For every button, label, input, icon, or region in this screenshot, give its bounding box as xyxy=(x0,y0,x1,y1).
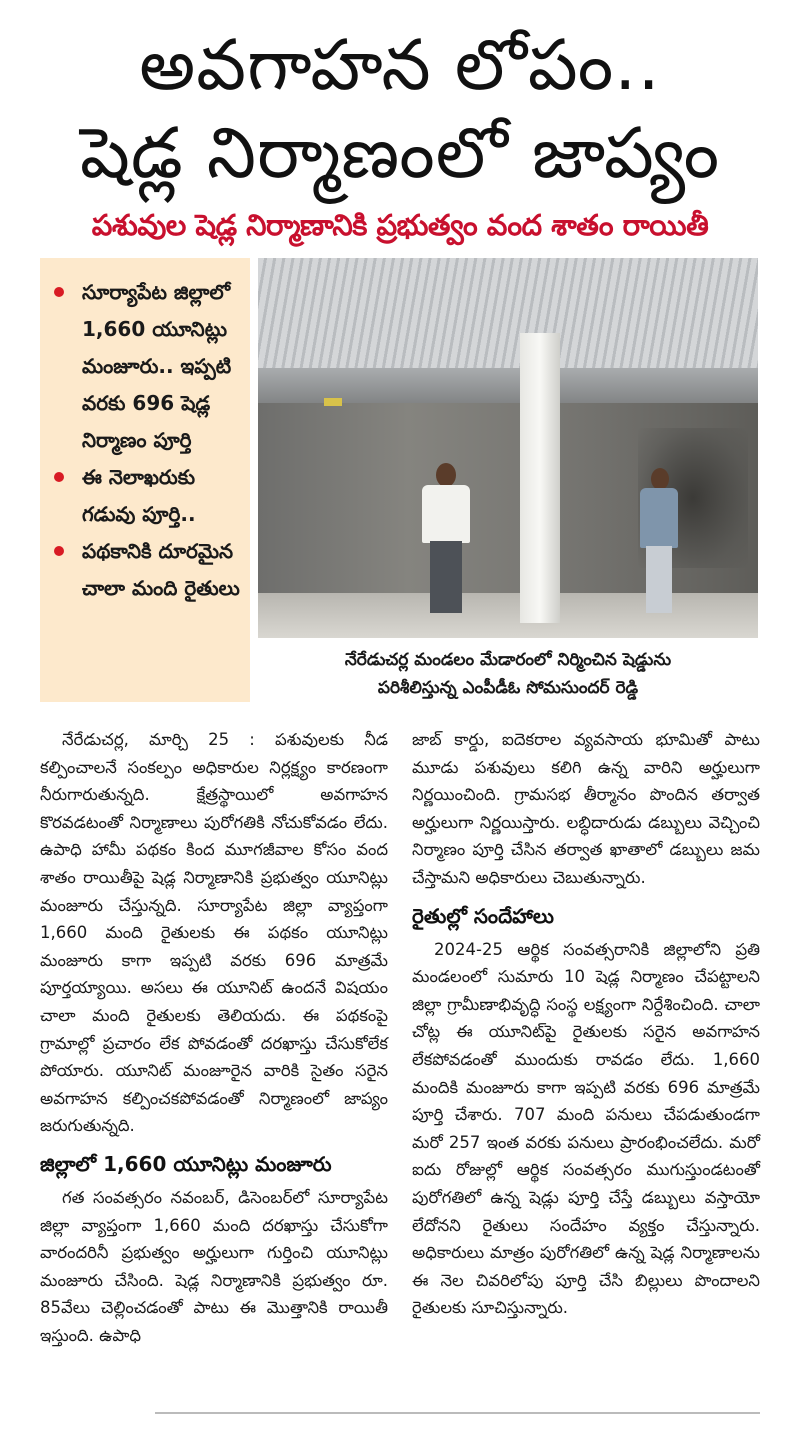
headline-line-1: అవగాహన లోపం.. xyxy=(139,24,661,106)
article-paragraph: 2024-25 ఆర్థిక సంవత్సరానికి జిల్లాలోని ప్రతి మండలంలో సుమారు 10 షెడ్ల నిర్మాణం చేపట్టాలని జిల్లా గ్రామీణాభివృద్ధి సంస్థ లక్ష్యంగా నిర్దేశించింది. చాలా చోట్ల ఈ యూనిట్‌పై రైతులకు సరైన అవగాహన లేకపోవడంతో ముందుకు రావడం లేదు. 1,660 మందికి మంజూరు కాగా ఇప్పటి వరకు 696 మాత్రమే పూర్తి చేశారు. 707 మంది పనులు చేపడుతుండగా మరో 257 ఇంత వరకు పనులు ప్రారంభించలేదు. మరో ఐదు రోజుల్లో ఆర్థిక సంవత్సరం ముగుస్తుండటంతో పురోగతిలో ఉన్న షెడ్లు పూర్తి చేస్తే డబ్బులు వస్తాయో లేదోనని రైతులు సందేహం వ్యక్తం చేస్తున్నారు. అధికారులు మాత్రం పురోగతిలో ఉన్న షెడ్ల నిర్మాణాలను ఈ నెల చివరిలోపు పూర్తి చేసి బిల్లులు పొందాలని రైతులకు సూచిస్తున్నారు. xyxy=(412,939,760,1318)
highlights-list xyxy=(50,274,240,607)
highlight-bullet: పథకానికి దూరమైన చాలా మంది రైతులు xyxy=(50,533,240,607)
section-heading: రైతుల్లో సందేహాలు xyxy=(412,903,554,928)
photo-pillar xyxy=(520,333,560,623)
bottom-rule xyxy=(155,1412,760,1414)
photo-light xyxy=(324,398,342,406)
article-paragraph: నేరేడుచర్ల, మార్చి 25 : పశువులకు నీడ కల్పించాలనే సంకల్పం అధికారుల నిర్లక్ష్యం కారణంగా నీరుగారుతున్నది. క్షేత్రస్థాయిలో అవగాహన కొరవడటంతో నిర్మాణాలు పురోగతికి నోచుకోవడం లేదు. ఉపాధి హామీ పథకం కింద మూగజీవాల కోసం వంద శాతం రాయితీపై షెడ్ల నిర్మాణానికి ప్రభుత్వం యూనిట్లు మంజూరు చేస్తున్నది. సూర్యాపేట జిల్లా వ్యాప్తంగా 1,660 మంది రైతులకు ఈ పథకం యూనిట్లు మంజూరు కాగా ఇప్పటి వరకు 696 మాత్రమే పూర్తయ్యాయి. అసలు ఈ యూనిట్ ఉందనే విషయం చాలా మంది రైతులకు తెలియదు. ఈ పథకంపై గ్రామాల్లో ప్రచారం లేక పోవడంతో దరఖాస్తు చేసుకోలేక పోయారు. యూనిట్ మంజూరైన వారికి సైతం సరైన అవగాహన కల్పించకపోవడంతో నిర్మాణంలో జాప్యం జరుగుతున్నది. xyxy=(40,730,388,1136)
highlight-bullet: సూర్యాపేట జిల్లాలో 1,660 యూనిట్లు మంజూరు.. ఇప్పటి వరకు 696 షెడ్ల నిర్మాణం పూర్తి xyxy=(50,274,240,459)
highlight-bullet: ఈ నెలాఖరుకు గడువు పూర్తి.. xyxy=(50,459,240,533)
photo-caption xyxy=(258,646,758,702)
section-heading: జిల్లాలో 1,660 యూనిట్లు మంజూరు xyxy=(40,1151,332,1176)
photo-person-official xyxy=(416,463,476,613)
highlights-box xyxy=(40,258,250,702)
article-paragraph: గత సంవత్సరం నవంబర్, డిసెంబర్‌లో సూర్యాపేట జిల్లా వ్యాప్తంగా 1,660 మంది దరఖాస్తు చేసుకోగా వారందరినీ ప్రభుత్వం అర్హులుగా గుర్తించి యూనిట్లు మంజూరు చేసింది. షెడ్ల నిర్మాణానికి ప్రభుత్వం రూ. 85వేలు చెల్లించడంతో పాటు ఈ మొత్తానికి రాయితీ ఇస్తుంది. ఉపాధి xyxy=(40,1187,388,1345)
headline-line-2: షెడ్ల నిర్మాణంలో జాప్యం xyxy=(79,112,721,194)
photo-caption-line-1: నేరేడుచర్ల మండలం మేడారంలో నిర్మించిన షెడ్డును xyxy=(344,650,672,670)
article-paragraph: జాబ్ కార్డు, ఐదెకరాల వ్యవసాయ భూమితో పాటు మూడు పశువులు కలిగి ఉన్న వారిని అర్హులుగా నిర్ణయించింది. గ్రామసభ తీర్మానం పొందిన తర్వాత అర్హులుగా నిర్ణయిస్తారు. లబ్ధిదారుడు డబ్బులు వెచ్చించి నిర్మాణం పూర్తి చేసిన తర్వాత ఖాతాలో డబ్బులు జమ చేస్తామని అధికారులు చెబుతున్నారు. xyxy=(412,730,760,887)
news-photo xyxy=(258,258,758,638)
photo-person-young-man xyxy=(636,468,682,613)
article-column-left xyxy=(40,726,388,1349)
subheadline: పశువుల షెడ్ల నిర్మాణానికి ప్రభుత్వం వంద శాతం రాయితీ xyxy=(91,208,709,242)
article-column-right xyxy=(412,726,760,1322)
photo-caption-line-2: పరిశీలిస్తున్న ఎంపీడీఓ సోమసుందర్ రెడ్డి xyxy=(377,678,639,698)
photo-floor xyxy=(258,593,758,638)
